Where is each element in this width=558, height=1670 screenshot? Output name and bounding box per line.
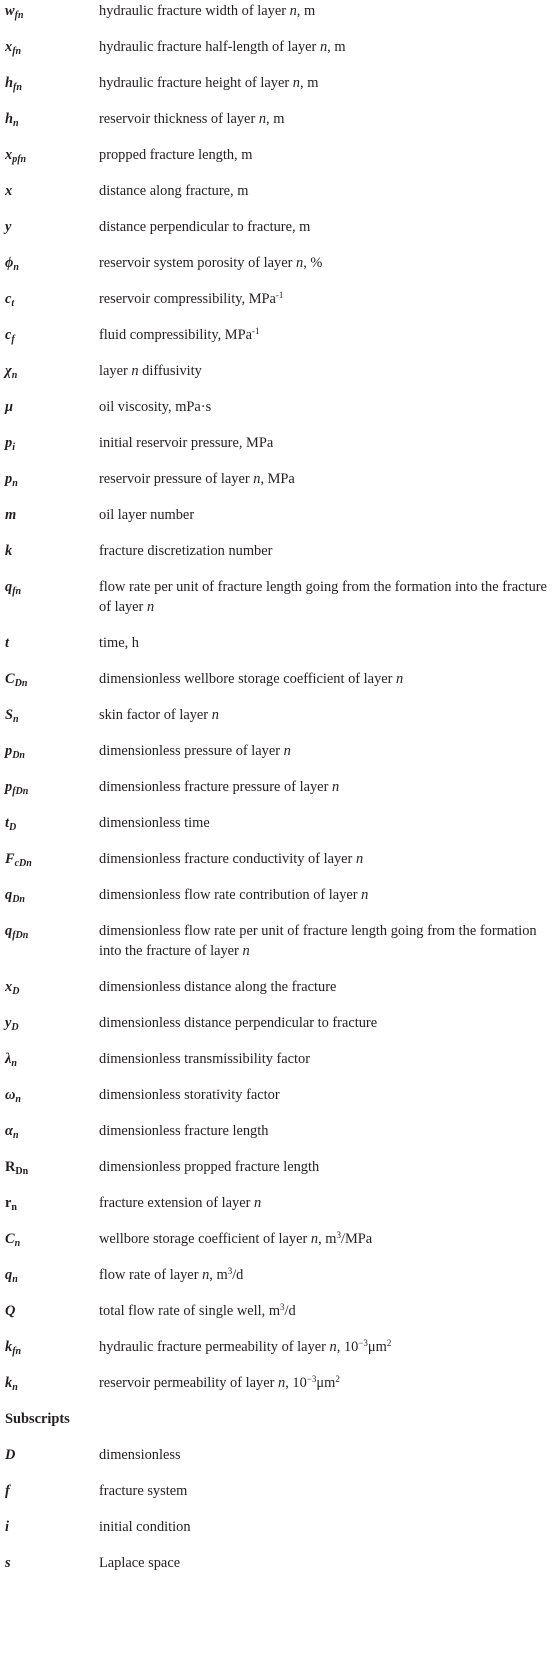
- symbol-subscript: t: [11, 298, 15, 309]
- symbol-base: x: [5, 147, 13, 163]
- definition-text: μm: [367, 1339, 387, 1355]
- symbol-base: c: [5, 291, 12, 307]
- symbol: [0, 253, 99, 273]
- symbol: [0, 37, 99, 57]
- definition: [99, 1517, 558, 1537]
- symbol-base: C: [5, 1231, 15, 1247]
- nomenclature-row: [0, 469, 558, 505]
- superscript: −3: [358, 1338, 368, 1348]
- definition-text: fracture system: [99, 1483, 188, 1499]
- symbol-base: y: [5, 219, 12, 235]
- nomenclature-row: [0, 1157, 558, 1193]
- definition-text: reservoir system porosity of layer: [99, 255, 297, 271]
- symbol-base: p: [5, 743, 13, 759]
- definition: [99, 1049, 558, 1069]
- definition: [99, 145, 558, 165]
- symbol-subscript: n: [13, 262, 19, 273]
- nomenclature-row: [0, 1265, 558, 1301]
- definition: [99, 217, 558, 237]
- symbol: [0, 217, 99, 237]
- nomenclature-row: [0, 741, 558, 777]
- symbol-base: k: [5, 1375, 13, 1391]
- symbol-subscript: n: [14, 1238, 21, 1249]
- italic-variable: n: [211, 707, 219, 723]
- definition-text: dimensionless fracture pressure of layer: [99, 779, 332, 795]
- symbol-base: q: [5, 1267, 13, 1283]
- nomenclature-row: [0, 289, 558, 325]
- symbol-base: χ: [5, 363, 12, 379]
- definition: [99, 1553, 558, 1573]
- symbol-subscript: n: [11, 370, 18, 381]
- symbol-base: p: [5, 435, 13, 451]
- definition-text: , m: [318, 1231, 337, 1247]
- superscript: −3: [306, 1374, 317, 1384]
- definition: [99, 1, 558, 21]
- definition: [99, 397, 558, 417]
- definition: [99, 777, 558, 797]
- nomenclature-row: [0, 145, 558, 181]
- symbol-base: k: [5, 1339, 13, 1355]
- subscript-row: [0, 1445, 558, 1481]
- symbol-subscript: f: [11, 334, 15, 345]
- symbol-base: t: [5, 635, 9, 651]
- definition-text: dimensionless distance along the fracture: [99, 979, 337, 995]
- definition: [99, 741, 558, 761]
- definition-text: dimensionless fracture conductivity of layer: [99, 851, 356, 867]
- definition-text: /d: [232, 1267, 244, 1283]
- nomenclature-row: [0, 885, 558, 921]
- symbol: [0, 325, 99, 345]
- nomenclature-row: [0, 977, 558, 1013]
- definition-text: dimensionless transmissibility factor: [99, 1051, 311, 1067]
- nomenclature-row: [0, 541, 558, 577]
- definition-text: reservoir permeability of layer: [99, 1375, 279, 1391]
- definition-text: reservoir compressibility, MPa: [99, 291, 276, 307]
- symbol: [0, 977, 99, 997]
- symbol-base: w: [5, 3, 15, 19]
- italic-variable: n: [331, 779, 340, 795]
- definition-text: μm: [316, 1375, 336, 1391]
- definition-text: total flow rate of single well, m: [99, 1303, 281, 1319]
- symbol-subscript: Dn: [12, 894, 25, 905]
- definition-text: dimensionless storativity factor: [99, 1087, 280, 1103]
- definition: [99, 1229, 558, 1249]
- symbol-subscript: Dn: [12, 750, 25, 761]
- symbol: [0, 433, 99, 453]
- nomenclature-row: [0, 1373, 558, 1409]
- definition: [99, 361, 558, 381]
- italic-variable: n: [202, 1267, 210, 1283]
- symbol: [0, 397, 99, 417]
- nomenclature-row: [0, 37, 558, 73]
- symbol: [0, 541, 99, 561]
- symbol: [0, 361, 99, 381]
- symbol: [0, 1013, 99, 1033]
- symbol-base: q: [5, 923, 13, 939]
- definition-text: flow rate per unit of fracture length going from the formation into the fracture of layer: [99, 579, 547, 615]
- symbol-base: ϕ: [5, 255, 14, 271]
- symbol-base: S: [5, 707, 14, 723]
- definition: [99, 849, 558, 869]
- definition: [99, 289, 558, 309]
- symbol: [0, 1265, 99, 1285]
- symbol-base: q: [5, 887, 13, 903]
- italic-variable: n: [283, 743, 291, 759]
- definition: [99, 433, 558, 453]
- definition: [99, 109, 558, 129]
- definition-text: , 10: [285, 1375, 307, 1391]
- symbol-subscript: D: [12, 986, 20, 997]
- superscript: -1: [251, 326, 260, 336]
- superscript: 3: [336, 1230, 341, 1240]
- nomenclature-row: [0, 253, 558, 289]
- definition-text: diffusivity: [138, 363, 202, 379]
- definition-text: /MPa: [341, 1231, 373, 1247]
- definition-text: , m: [266, 111, 285, 127]
- definition-text: flow rate of layer: [99, 1267, 203, 1283]
- definition-text: distance perpendicular to fracture, m: [99, 219, 311, 235]
- nomenclature-row: [0, 921, 558, 977]
- superscript: -1: [275, 290, 284, 300]
- definition: [99, 705, 558, 725]
- symbol-subscript: Dn: [15, 1166, 29, 1177]
- definition: [99, 253, 558, 273]
- definition-text: Laplace space: [99, 1555, 181, 1571]
- symbol: [0, 1085, 99, 1105]
- definition: [99, 1121, 558, 1141]
- nomenclature-row: [0, 325, 558, 361]
- symbol-base: r: [5, 1195, 12, 1211]
- definition-text: hydraulic fracture half-length of layer: [99, 39, 320, 55]
- definition-text: propped fracture length, m: [99, 147, 253, 163]
- symbol: [0, 705, 99, 725]
- symbol-base: x: [5, 39, 13, 55]
- symbol: [0, 469, 99, 489]
- definition-text: , m: [296, 3, 316, 19]
- definition-text: dimensionless time: [99, 815, 210, 831]
- symbol: [0, 1301, 99, 1321]
- definition-text: , m: [300, 75, 319, 91]
- nomenclature-row: [0, 433, 558, 469]
- symbol-base: p: [5, 471, 13, 487]
- symbol: [0, 669, 99, 689]
- symbol-subscript: fDn: [12, 930, 29, 941]
- italic-variable: n: [329, 1339, 337, 1355]
- definition-text: dimensionless: [99, 1447, 181, 1463]
- symbol: [0, 1553, 99, 1573]
- nomenclature-row: [0, 577, 558, 633]
- definition: [99, 577, 558, 617]
- nomenclature-row: [0, 397, 558, 433]
- symbol-rows: [0, 1, 558, 1409]
- definition-text: fracture discretization number: [99, 543, 273, 559]
- symbol: [0, 1157, 99, 1177]
- symbol: [0, 921, 99, 941]
- symbol: [0, 1481, 99, 1501]
- definition-text: reservoir thickness of layer: [99, 111, 259, 127]
- definition: [99, 1085, 558, 1105]
- nomenclature-row: [0, 1013, 558, 1049]
- symbol-subscript: D: [9, 822, 17, 833]
- definition-text: distance along fracture, m: [99, 183, 249, 199]
- symbol-base: k: [5, 543, 13, 559]
- definition-text: hydraulic fracture permeability of layer: [99, 1339, 330, 1355]
- symbol-base: i: [5, 1519, 9, 1535]
- italic-variable: n: [361, 887, 369, 903]
- definition-text: fluid compressibility, MPa: [99, 327, 252, 343]
- definition-text: dimensionless flow rate contribution of layer: [99, 887, 362, 903]
- symbol-subscript: cDn: [14, 858, 32, 869]
- symbol-base: m: [5, 507, 17, 523]
- symbol-base: x: [5, 979, 13, 995]
- definition-text: , 10: [336, 1339, 359, 1355]
- definition: [99, 1481, 558, 1501]
- definition-text: hydraulic fracture height of layer: [99, 75, 293, 91]
- nomenclature-row: [0, 1049, 558, 1085]
- italic-variable: n: [296, 255, 304, 271]
- definition-text: dimensionless propped fracture length: [99, 1159, 320, 1175]
- definition-text: , m: [327, 39, 346, 55]
- symbol-subscript: Dn: [14, 678, 28, 689]
- nomenclature-row: [0, 1301, 558, 1337]
- symbol: [0, 1049, 99, 1069]
- symbol-base: p: [5, 779, 13, 795]
- symbol-subscript: n: [12, 478, 18, 489]
- symbol: [0, 1229, 99, 1249]
- definition-text: time, h: [99, 635, 139, 651]
- symbol: [0, 1, 99, 21]
- definition: [99, 469, 558, 489]
- symbol: [0, 885, 99, 905]
- italic-variable: n: [254, 1195, 262, 1211]
- symbol-subscript: fn: [12, 46, 22, 57]
- subscript-rows: [0, 1445, 558, 1589]
- nomenclature-row: [0, 361, 558, 397]
- symbol-base: q: [5, 579, 13, 595]
- symbol: [0, 145, 99, 165]
- symbol-base: s: [5, 1555, 11, 1571]
- symbol-base: λ: [5, 1051, 12, 1067]
- symbol-subscript: fn: [12, 1346, 22, 1357]
- definition-text: /d: [284, 1303, 296, 1319]
- subscript-row: [0, 1553, 558, 1589]
- symbol: [0, 813, 99, 833]
- definition: [99, 1337, 558, 1357]
- symbol: [0, 1445, 99, 1465]
- symbol: [0, 109, 99, 129]
- definition-text: , m: [209, 1267, 228, 1283]
- definition: [99, 1157, 558, 1177]
- nomenclature-row: [0, 777, 558, 813]
- symbol-subscript: fn: [12, 586, 22, 597]
- definition: [99, 633, 558, 653]
- nomenclature-row: [0, 217, 558, 253]
- symbol-base: h: [5, 111, 14, 127]
- nomenclature-row: [0, 1337, 558, 1373]
- italic-variable: n: [396, 671, 404, 687]
- nomenclature-row: [0, 669, 558, 705]
- definition: [99, 181, 558, 201]
- symbol: [0, 1337, 99, 1357]
- nomenclature-row: [0, 813, 558, 849]
- nomenclature-row: [0, 705, 558, 741]
- italic-variable: n: [289, 3, 297, 19]
- nomenclature-row: [0, 109, 558, 145]
- superscript: 2: [335, 1374, 340, 1384]
- nomenclature-row: [0, 1085, 558, 1121]
- symbol-base: R: [5, 1159, 16, 1175]
- definition: [99, 541, 558, 561]
- nomenclature-row: [0, 181, 558, 217]
- definition-text: reservoir pressure of layer: [99, 471, 254, 487]
- symbol-subscript: n: [12, 1274, 18, 1285]
- italic-variable: n: [310, 1231, 319, 1247]
- symbol: [0, 73, 99, 93]
- nomenclature-row: [0, 849, 558, 885]
- definition: [99, 505, 558, 525]
- italic-variable: n: [242, 943, 250, 959]
- definition-text: , MPa: [260, 471, 295, 487]
- definition: [99, 1265, 558, 1285]
- definition: [99, 37, 558, 57]
- definition: [99, 669, 558, 689]
- definition-text: , %: [303, 255, 323, 271]
- symbol-base: h: [5, 75, 14, 91]
- symbol-subscript: D: [11, 1022, 19, 1033]
- italic-variable: n: [319, 39, 328, 55]
- symbol-base: f: [5, 1483, 10, 1499]
- symbol-base: t: [5, 815, 9, 831]
- definition-text: initial reservoir pressure, MPa: [99, 435, 274, 451]
- definition-text: skin factor of layer: [99, 707, 212, 723]
- subscript-row: [0, 1517, 558, 1553]
- symbol-subscript: fDn: [12, 786, 29, 797]
- symbol-subscript: n: [12, 1130, 19, 1141]
- symbol-base: F: [5, 851, 15, 867]
- symbol-base: y: [5, 1015, 12, 1031]
- italic-variable: n: [258, 111, 267, 127]
- symbol-base: D: [5, 1447, 16, 1463]
- symbol-base: c: [5, 327, 12, 343]
- symbol-subscript: n: [13, 118, 19, 129]
- symbol: [0, 741, 99, 761]
- symbol-subscript: n: [13, 714, 19, 725]
- definition-text: dimensionless pressure of layer: [99, 743, 284, 759]
- symbol: [0, 1193, 99, 1213]
- superscript: 3: [227, 1266, 233, 1276]
- definition: [99, 1193, 558, 1213]
- italic-variable: n: [278, 1375, 286, 1391]
- definition: [99, 325, 558, 345]
- definition: [99, 1013, 558, 1033]
- symbol-subscript: fn: [13, 82, 22, 93]
- definition-text: fracture extension of layer: [99, 1195, 255, 1211]
- symbol-base: C: [5, 671, 15, 687]
- symbol: [0, 577, 99, 597]
- nomenclature-row: [0, 1, 558, 37]
- definition: [99, 813, 558, 833]
- symbol-base: α: [5, 1123, 13, 1139]
- definition-text: oil layer number: [99, 507, 195, 523]
- symbol: [0, 1373, 99, 1393]
- symbol: [0, 633, 99, 653]
- italic-variable: n: [292, 75, 300, 91]
- definition: [99, 885, 558, 905]
- definition: [99, 977, 558, 997]
- symbol: [0, 289, 99, 309]
- nomenclature-row: [0, 1229, 558, 1265]
- superscript: 3: [280, 1302, 285, 1312]
- subscript-row: [0, 1481, 558, 1517]
- symbol-subscript: n: [12, 1382, 18, 1393]
- definition-text: dimensionless wellbore storage coefficient of layer: [99, 671, 397, 687]
- definition: [99, 1301, 558, 1321]
- symbol: [0, 505, 99, 525]
- symbol-subscript: n: [15, 1094, 21, 1105]
- symbol: [0, 1517, 99, 1537]
- symbol: [0, 849, 99, 869]
- definition-text: layer: [99, 363, 132, 379]
- symbol: [0, 1121, 99, 1141]
- symbol-subscript: n: [11, 1202, 17, 1213]
- subscripts-heading: Subscripts: [5, 1411, 70, 1427]
- nomenclature-row: [0, 505, 558, 541]
- symbol-subscript: fn: [14, 10, 24, 21]
- definition: [99, 921, 558, 961]
- definition-text: dimensionless fracture length: [99, 1123, 269, 1139]
- italic-variable: n: [355, 851, 364, 867]
- nomenclature-row: [0, 1193, 558, 1229]
- italic-variable: n: [146, 599, 155, 615]
- definition: [99, 1445, 558, 1465]
- symbol-base: ω: [5, 1087, 16, 1103]
- symbol-subscript: i: [12, 442, 15, 453]
- definition-text: wellbore storage coefficient of layer: [99, 1231, 311, 1247]
- symbol: [0, 181, 99, 201]
- symbol-base: x: [5, 183, 13, 199]
- nomenclature-row: [0, 73, 558, 109]
- definition-text: dimensionless flow rate per unit of fracture length going from the formation into the fracture of layer: [99, 923, 537, 959]
- italic-variable: n: [131, 363, 139, 379]
- symbol-subscript: n: [11, 1058, 17, 1069]
- superscript: 2: [386, 1338, 392, 1348]
- definition-text: hydraulic fracture width of layer: [99, 3, 290, 19]
- definition-text: initial condition: [99, 1519, 191, 1535]
- italic-variable: n: [253, 471, 261, 487]
- symbol-subscript: pfn: [12, 154, 27, 165]
- definition: [99, 73, 558, 93]
- definition: [99, 1373, 558, 1393]
- symbol-base: μ: [5, 399, 14, 415]
- nomenclature-row: [0, 633, 558, 669]
- nomenclature-row: [0, 1121, 558, 1157]
- symbol: [0, 777, 99, 797]
- definition-text: dimensionless distance perpendicular to fracture: [99, 1015, 378, 1031]
- symbol-base: Q: [5, 1303, 16, 1319]
- definition-text: oil viscosity, mPa·s: [99, 399, 212, 415]
